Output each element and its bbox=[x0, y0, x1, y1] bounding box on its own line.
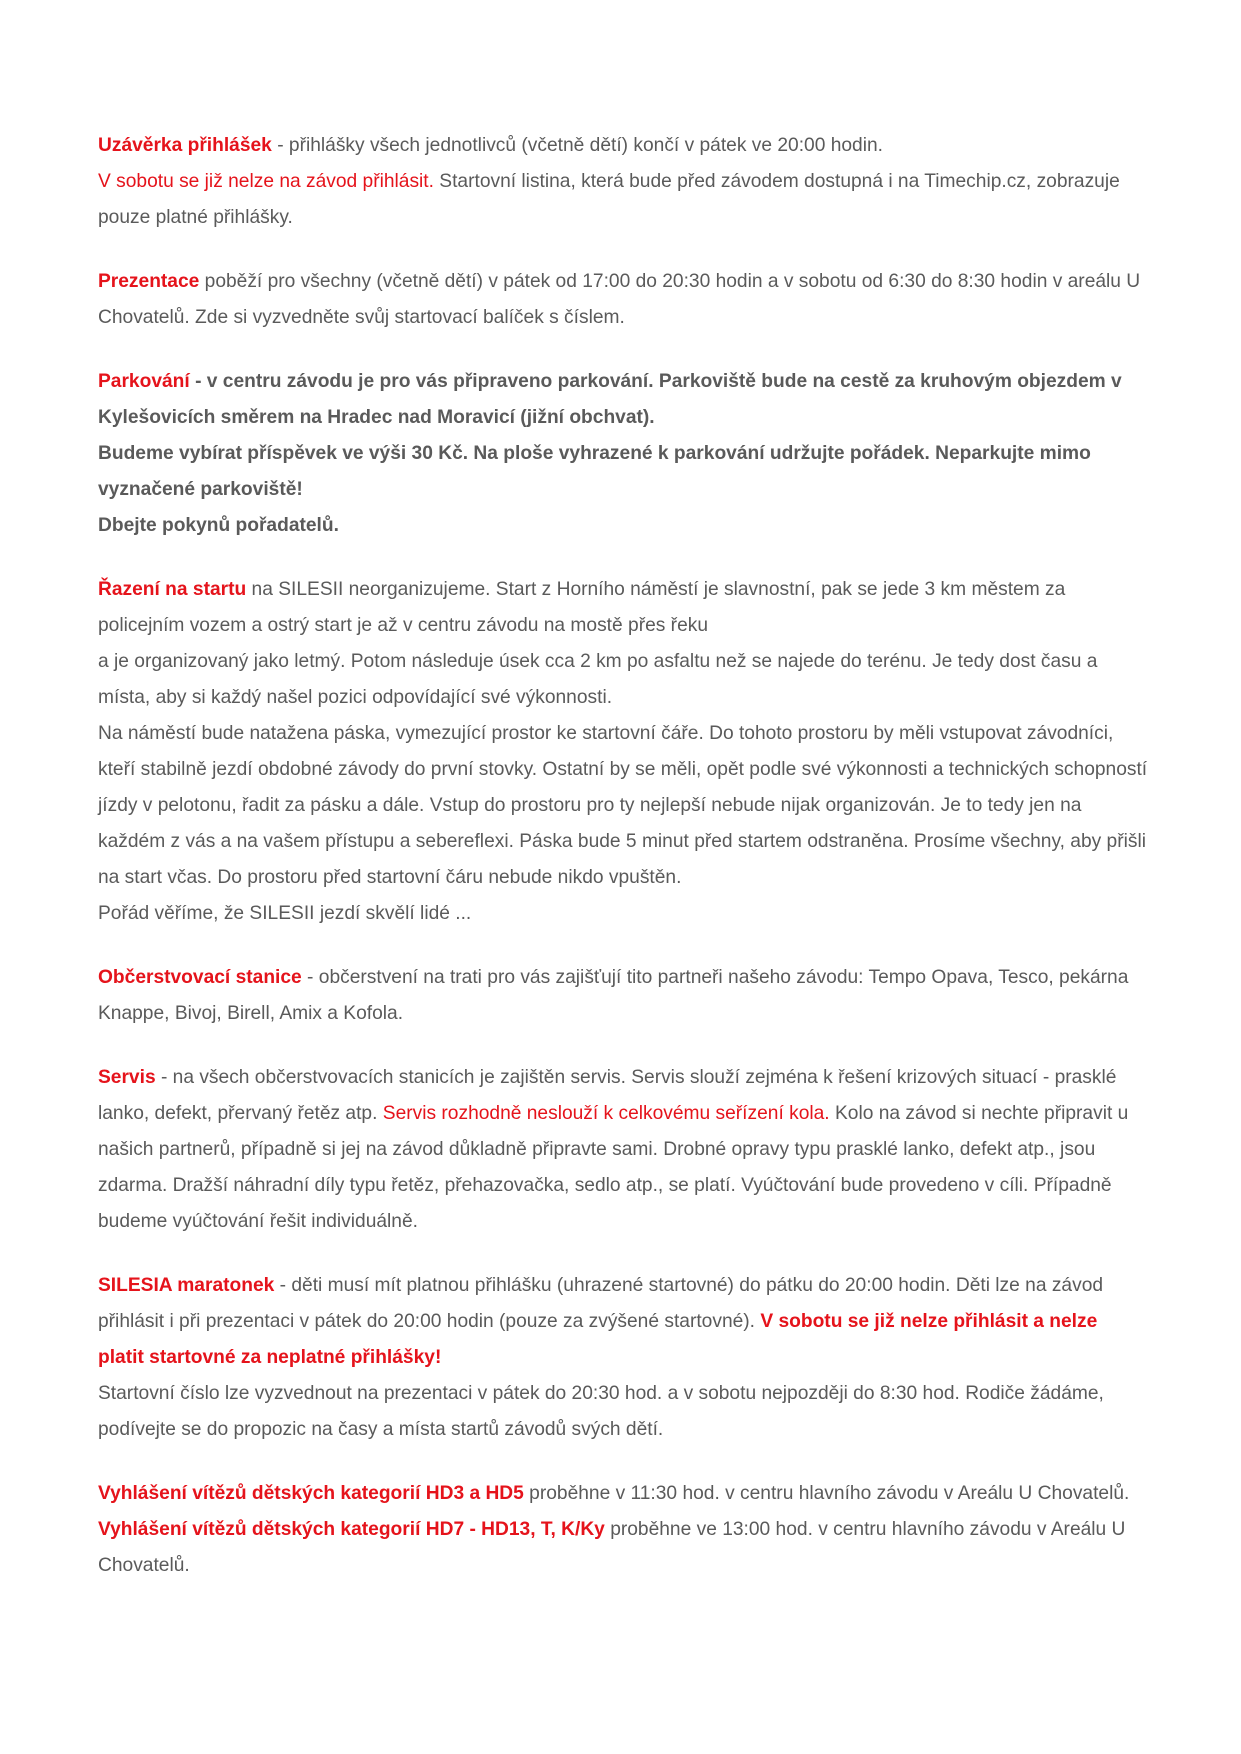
section-kids-race bbox=[98, 1268, 1148, 1448]
section-text: - přihlášky všech jednotlivců (včetně dětí) končí v pátek ve 20:00 hodin. bbox=[271, 135, 883, 156]
section-awards bbox=[98, 1476, 1148, 1584]
section-title: Servis bbox=[98, 1067, 156, 1088]
section-text: Budeme vybírat příspěvek ve výši 30 Kč. Na ploše vyhrazené k parkování udržujte pořádek. Neparkujte mimo vyznačené parkoviště! bbox=[98, 443, 1091, 500]
document-page bbox=[98, 128, 1148, 1612]
section-title: Vyhlášení vítězů dětských kategorií HD3 a HD5 bbox=[98, 1483, 524, 1504]
section-text: Startovní listina, která bude před závodem dostupná i na Timechip.cz, zobrazuje pouze platné přihlášky. bbox=[98, 171, 1120, 228]
section-parking bbox=[98, 364, 1148, 544]
highlight-text: V sobotu se již nelze na závod přihlásit. bbox=[98, 171, 434, 192]
section-text: Pořád věříme, že SILESII jezdí skvělí lidé ... bbox=[98, 903, 472, 924]
section-text: Dbejte pokynů pořadatelů. bbox=[98, 515, 339, 536]
section-title: Řazení na startu bbox=[98, 579, 247, 600]
section-refreshment-stations bbox=[98, 960, 1148, 1032]
section-service bbox=[98, 1060, 1148, 1240]
section-text: Kolo na závod si nechte připravit u našich partnerů, případně si jej na závod důkladně připravte sami. Drobné opravy typu prasklé lanko, defekt atp., jsou zdarma. Dražší náhradní díly typu řetěz, přehazovačka, sedlo atp., se platí. Vyúčtování bude provedeno v cíli. Případně budeme vyúčtování řešit individuálně. bbox=[98, 1103, 1129, 1232]
section-text: - občerstvení na trati pro vás zajišťují tito partneři našeho závodu: Tempo Opava, Tesco, pekárna Knappe, Bivoj, Birell, Amix a Kofola. bbox=[98, 967, 1129, 1024]
section-text: na SILESII neorganizujeme. Start z Horního náměstí je slavnostní, pak se jede 3 km městem za policejním vozem a ostrý start je až v centru závodu na mostě přes řeku bbox=[98, 579, 1066, 636]
section-text: poběží pro všechny (včetně dětí) v pátek od 17:00 do 20:30 hodin a v sobotu od 6:30 do 8:30 hodin v areálu U Chovatelů. Zde si vyzvedněte svůj startovací balíček s číslem. bbox=[98, 271, 1141, 328]
section-text: Startovní číslo lze vyzvednout na prezentaci v pátek do 20:30 hod. a v sobotu nejpozději do 8:30 hod. Rodiče žádáme, podívejte se do propozic na časy a místa startů závodů svých dětí. bbox=[98, 1383, 1104, 1440]
highlight-text: V sobotu se již nelze přihlásit a nelze platit startovné za neplatné přihlášky! bbox=[98, 1311, 1098, 1368]
section-start-order bbox=[98, 572, 1148, 932]
section-text: a je organizovaný jako letmý. Potom následuje úsek cca 2 km po asfaltu než se najede do terénu. Je tedy dost času a místa, aby si každý našel pozici odpovídající své výkonnosti. bbox=[98, 651, 1098, 708]
section-text: proběhne ve 13:00 hod. v centru hlavního závodu v Areálu U Chovatelů. bbox=[98, 1519, 1126, 1576]
section-registration-deadline bbox=[98, 128, 1148, 236]
section-title: SILESIA maratonek bbox=[98, 1275, 275, 1296]
highlight-text: Servis rozhodně neslouží k celkovému seřízení kola. bbox=[382, 1103, 830, 1124]
section-text: - na všech občerstvovacích stanicích je zajištěn servis. Servis slouží zejména k řešení krizových situací - prasklé lanko, defekt, přervaný řetěz atp. bbox=[98, 1067, 1117, 1124]
section-title: Vyhlášení vítězů dětských kategorií HD7 - HD13, T, K/Ky bbox=[98, 1519, 605, 1540]
section-text: - v centru závodu je pro vás připraveno parkování. Parkoviště bude na cestě za kruhovým objezdem v Kylešovicích směrem na Hradec nad Moravicí (jižní obchvat). bbox=[98, 371, 1122, 428]
section-title: Prezentace bbox=[98, 271, 200, 292]
section-text: proběhne v 11:30 hod. v centru hlavního závodu v Areálu U Chovatelů. bbox=[523, 1483, 1130, 1504]
section-title: Uzávěrka přihlášek bbox=[98, 135, 272, 156]
section-presentation bbox=[98, 264, 1148, 336]
section-text: - děti musí mít platnou přihlášku (uhrazené startovné) do pátku do 20:00 hodin. Děti lze na závod přihlásit i při prezentaci v pátek do 20:00 hodin (pouze za zvýšené startovné). bbox=[98, 1275, 1104, 1332]
section-title: Občerstvovací stanice bbox=[98, 967, 302, 988]
section-text: Na náměstí bude natažena páska, vymezující prostor ke startovní čáře. Do tohoto prostoru by měli vstupovat závodníci, kteří stabilně jezdí obdobné závody do první stovky. Ostatní by se měli, opět podle své výkonnosti a technických schopností jízdy v pelotonu, řadit za pásku a dále. Vstup do prostoru pro ty nejlepší nebude nijak organizován. Je to tedy jen na každém z vás a na vašem přístupu a sebereflexi. Páska bude 5 minut před startem odstraněna. Prosíme všechny, aby přišli na start včas. Do prostoru před startovní čáru nebude nikdo vpuštěn. bbox=[98, 723, 1148, 888]
section-title: Parkování bbox=[98, 371, 190, 392]
